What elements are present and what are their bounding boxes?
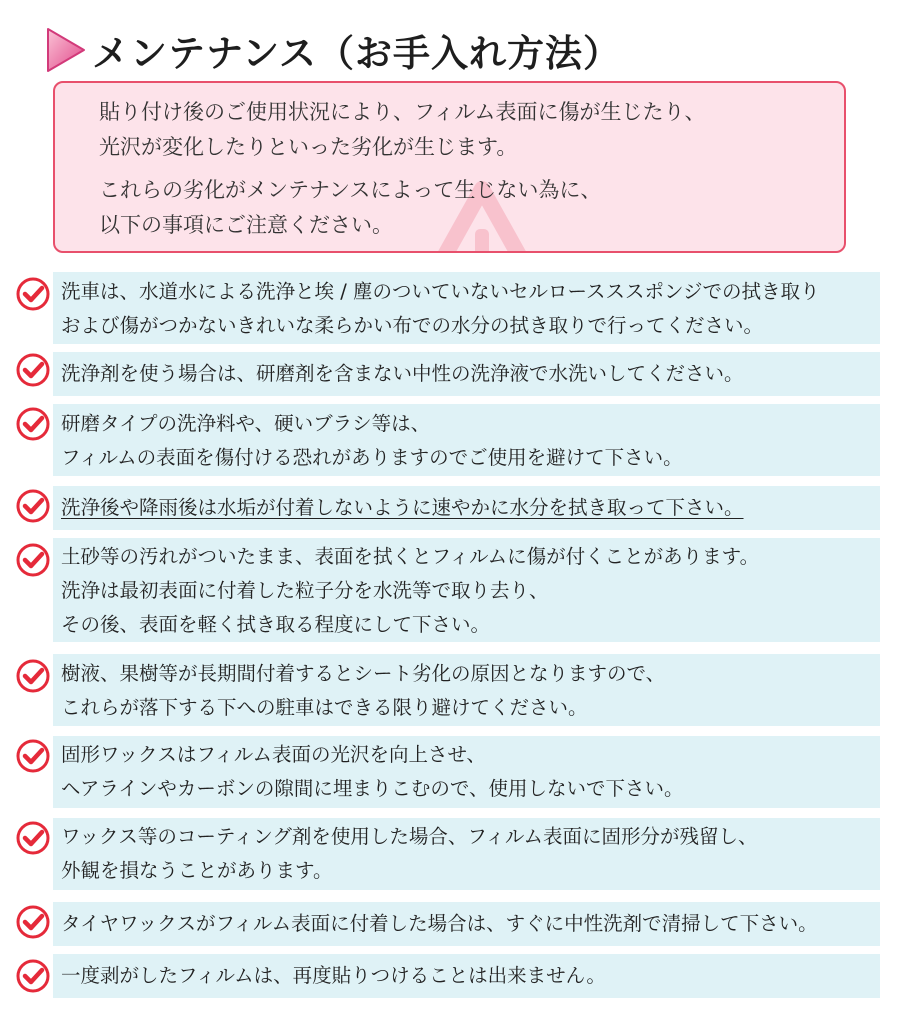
item-line: ワックス等のコーティング剤を使用した場合、フィルム表面に固形分が残留し、 — [61, 825, 758, 848]
item-line: 洗浄剤を使う場合は、研磨剤を含まない中性の洗浄液で水洗いしてください。 — [61, 362, 744, 385]
red-check-icon — [15, 488, 51, 524]
item-line: 一度剥がしたフィルムは、再度貼りつけることは出来ません。 — [61, 964, 606, 987]
notice-line: 貼り付け後のご使用状況により、フィルム表面に傷が生じたり、 — [99, 100, 706, 124]
red-check-icon — [15, 352, 51, 388]
item-line: これらが落下する下への駐車はできる限り避けてください。 — [61, 696, 588, 719]
item-line: フィルムの表面を傷付ける恐れがありますのでご使用を避けて下さい。 — [61, 446, 683, 469]
red-check-icon — [15, 904, 51, 940]
item-line: 樹液、果樹等が長期間付着するとシート劣化の原因となりますので、 — [61, 662, 666, 685]
item-line: ヘアラインやカーボンの隙間に埋まりこむので、使用しないで下さい。 — [61, 777, 684, 800]
item-text — [61, 738, 683, 806]
red-check-icon — [15, 542, 51, 578]
item-line: 固形ワックスはフィルム表面の光沢を向上させ、 — [61, 743, 486, 766]
list-item — [13, 486, 880, 530]
item-line: 洗浄は最初表面に付着した粒子分を水洗等で取り去り、 — [61, 579, 549, 602]
red-check-icon — [15, 276, 51, 312]
list-item — [13, 954, 880, 998]
item-line: 洗車は、水道水による洗浄と埃 / 塵のついていないセルロースススポンジでの拭き取り — [61, 280, 820, 303]
list-item — [13, 352, 880, 396]
item-text — [61, 407, 683, 475]
list-item — [13, 654, 880, 726]
item-text — [61, 657, 665, 725]
notice-paragraph-2 — [55, 173, 844, 243]
notice-paragraph-1 — [55, 95, 844, 165]
item-text — [61, 959, 606, 993]
pink-arrow-icon — [44, 25, 88, 75]
list-item — [13, 902, 880, 946]
page-heading — [44, 20, 621, 80]
item-text — [61, 357, 744, 391]
list-item — [13, 404, 880, 476]
red-check-icon — [15, 658, 51, 694]
red-check-icon — [15, 738, 51, 774]
notice-box — [53, 81, 846, 253]
item-text — [61, 820, 758, 888]
item-text — [61, 540, 759, 642]
list-item — [13, 818, 880, 890]
item-line: その後、表面を軽く拭き取る程度にして下さい。 — [61, 613, 491, 636]
item-line: 外観を損なうことがあります。 — [61, 859, 333, 882]
red-check-icon — [15, 958, 51, 994]
item-text — [61, 275, 820, 343]
page-title: メンテナンス（お手入れ方法） — [92, 32, 622, 75]
item-line: 洗浄後や降雨後は水垢が付着しないように速やかに水分を拭き取って下さい。 — [61, 496, 744, 519]
list-item — [13, 538, 880, 642]
notice-line: 光沢が変化したりといった劣化が生じます。 — [99, 135, 518, 159]
list-item — [13, 272, 880, 344]
red-check-icon — [15, 406, 51, 442]
item-line: および傷がつかないきれいな柔らかい布での水分の拭き取りで行ってください。 — [61, 314, 764, 337]
item-text — [61, 491, 744, 525]
item-line: 研磨タイプの洗浄料や、硬いブラシ等は、 — [61, 412, 431, 435]
list-item — [13, 736, 880, 808]
notice-line: これらの劣化がメンテナンスによって生じない為に、 — [99, 178, 602, 202]
notice-line: 以下の事項にご注意ください。 — [99, 213, 393, 237]
item-line: 土砂等の汚れがついたまま、表面を拭くとフィルムに傷が付くことがあります。 — [61, 545, 760, 568]
item-line: タイヤワックスがフィルム表面に付着した場合は、すぐに中性洗剤で清掃して下さい。 — [61, 912, 818, 935]
red-check-icon — [15, 820, 51, 856]
item-text — [61, 907, 818, 941]
